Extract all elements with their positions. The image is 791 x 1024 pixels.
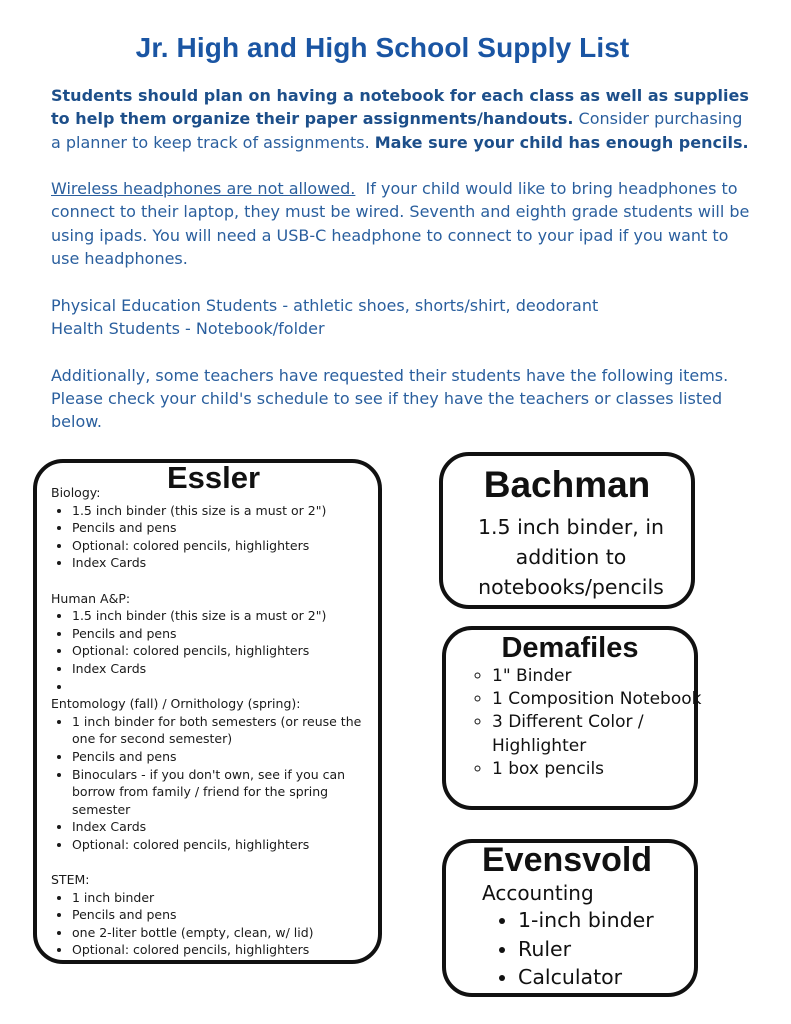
intro-paragraph-headphones [51, 177, 755, 270]
list-item: • Index Cards [72, 660, 371, 678]
evensvold-card [442, 839, 698, 997]
stem-list [51, 889, 371, 959]
list-item: • Ruler [518, 935, 654, 964]
wireless-headphones-notice: Wireless headphones are not allowed. [51, 179, 356, 199]
list-item: ◦ 1 box pencils [492, 758, 720, 781]
list-item: • 1-inch binder [518, 906, 654, 935]
demafiles-list [462, 665, 720, 781]
evensvold-subtitle: Accounting [482, 881, 594, 905]
list-item: • one 2-liter bottle (empty, clean, w/ lid) [72, 924, 371, 942]
intro-section [51, 84, 755, 457]
pe-students-line: Physical Education Students - athletic shoes, shorts/shirt, deodorant [51, 295, 599, 315]
biology-list [51, 502, 371, 572]
list-item: • 1 inch binder [72, 889, 371, 907]
list-item: • Binoculars - if you don't own, see if you can borrow from family / friend for the spring semester [72, 766, 371, 819]
anp-heading: Human A&P: [51, 590, 131, 606]
list-item: • Optional: colored pencils, highlighters [72, 941, 371, 959]
anp-list [51, 607, 371, 695]
list-item [72, 678, 371, 696]
list-item: • Pencils and pens [72, 906, 371, 924]
list-item: • 1 inch binder for both semesters (or reuse the one for second semester) [72, 713, 371, 748]
essler-card [33, 459, 382, 964]
health-students-line: Health Students - Notebook/folder [51, 318, 325, 338]
list-item: ◦ 1" Binder [492, 665, 720, 688]
entomology-list [51, 713, 371, 854]
bachman-supplies: 1.5 inch binder, in addition to notebooks/pencils [477, 515, 665, 599]
list-item: • Index Cards [72, 554, 371, 572]
list-item: • Calculator [518, 963, 654, 992]
stem-heading: STEM: [51, 872, 90, 888]
essler-heading: Essler [167, 460, 261, 495]
bachman-heading: Bachman [483, 464, 651, 505]
intro-paragraph-notebooks [51, 84, 751, 154]
list-item: ◦ 3 Different Color / Highlighter [492, 711, 720, 757]
list-item: • Pencils and pens [72, 748, 371, 766]
list-item: • 1.5 inch binder (this size is a must or 2") [72, 607, 371, 625]
intro-paragraph-teachers: Additionally, some teachers have requested their students have the following items. Please check your child's schedule to see if they have the teachers or classes listed below. [51, 365, 729, 432]
list-item: • Index Cards [72, 818, 371, 836]
essler-supply-list [51, 484, 371, 959]
demafiles-card [442, 626, 702, 810]
entomology-heading: Entomology (fall) / Ornithology (spring): [51, 696, 301, 712]
list-item: • Optional: colored pencils, highlighters [72, 642, 371, 660]
page-title: Jr. High and High School Supply List [135, 32, 630, 63]
demafiles-heading: Demafiles [501, 632, 639, 664]
biology-heading: Biology: [51, 485, 101, 500]
list-item: • Optional: colored pencils, highlighters [72, 836, 371, 854]
intro-paragraph-pe-health [51, 294, 751, 341]
list-item: • Pencils and pens [72, 519, 371, 537]
pencils-text: Make sure your child has enough pencils. [374, 132, 749, 152]
list-item: • 1.5 inch binder (this size is a must or 2") [72, 502, 371, 520]
bachman-card [439, 452, 695, 609]
headphones-text: If your child would like to bring headphones to connect to their laptop, they must be wired. Seventh and eighth grade students will be using ipads. You will need a USB-C headphone to connect to your ipad if you want to use headphones. [51, 179, 755, 269]
list-item: • Optional: colored pencils, highlighters [72, 537, 371, 555]
notebook-requirement-text: Students should plan on having a notebook for each class as well as supplies to help them organize their paper assignments/handouts. [51, 86, 749, 129]
list-item: • Pencils and pens [72, 625, 371, 643]
evensvold-heading: Evensvold [482, 841, 653, 879]
evensvold-list [478, 906, 654, 992]
list-item: ◦ 1 Composition Notebook [492, 688, 720, 711]
planner-text: Consider purchasing a planner to keep track of assignments. [51, 109, 743, 152]
